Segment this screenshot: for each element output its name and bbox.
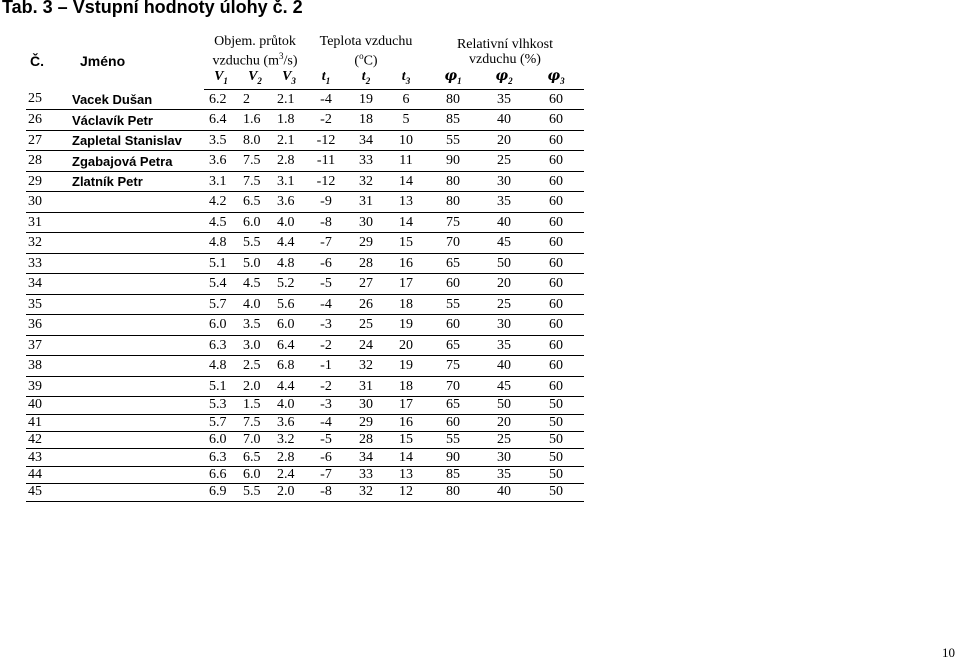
value-phi1: 70 [426,233,480,254]
page-number: 10 [942,645,955,660]
value-v1: 6.9 [204,484,238,501]
value-t3: 19 [386,356,426,377]
value-phi2: 20 [480,274,528,295]
value-v2: 5.5 [238,484,272,501]
value-v2: 6.0 [238,212,272,233]
value-t3: 14 [386,449,426,466]
value-phi3: 50 [528,484,584,501]
value-phi2: 25 [480,432,528,449]
row-number: 45 [26,484,68,501]
value-v2: 1.6 [238,110,272,131]
value-v2: 7.5 [238,171,272,192]
value-phi2: 35 [480,335,528,356]
value-t1: -3 [306,315,346,336]
value-v3: 4.0 [272,212,306,233]
value-phi2: 35 [480,89,528,110]
value-phi1: 70 [426,376,480,397]
row-number: 28 [26,151,68,172]
value-phi2: 35 [480,192,528,213]
value-phi3: 50 [528,414,584,431]
value-t2: 32 [346,171,386,192]
value-t3: 18 [386,294,426,315]
value-phi2: 35 [480,466,528,483]
value-v1: 6.0 [204,315,238,336]
value-phi1: 85 [426,466,480,483]
header-t3: $t_3$ [386,69,426,89]
value-t1: -3 [306,397,346,414]
student-name [68,253,204,274]
value-t3: 5 [386,110,426,131]
value-v3: 1.8 [272,110,306,131]
value-v2: 8.0 [238,130,272,151]
student-name: Zapletal Stanislav [68,130,204,151]
header-t2: $t_2$ [346,69,386,89]
value-phi1: 80 [426,484,480,501]
value-phi3: 50 [528,449,584,466]
value-phi3: 60 [528,376,584,397]
value-v1: 5.7 [204,294,238,315]
student-name: Vacek Dušan [68,89,204,110]
value-v3: 6.0 [272,315,306,336]
value-t2: 29 [346,233,386,254]
value-v3: 2.1 [272,89,306,110]
student-name [68,233,204,254]
value-t1: -8 [306,212,346,233]
value-v2: 7.5 [238,414,272,431]
row-number: 38 [26,356,68,377]
value-v2: 6.5 [238,449,272,466]
value-v3: 5.6 [272,294,306,315]
row-number: 29 [26,171,68,192]
row-number: 37 [26,335,68,356]
header-phi3: $\varphi_3$ [528,69,584,89]
value-phi2: 30 [480,315,528,336]
value-phi3: 60 [528,192,584,213]
value-v2: 6.5 [238,192,272,213]
value-t3: 16 [386,414,426,431]
value-phi1: 80 [426,89,480,110]
value-phi2: 50 [480,253,528,274]
table-row [26,89,584,110]
table-row [26,466,584,483]
value-t2: 26 [346,294,386,315]
value-phi2: 50 [480,397,528,414]
value-phi3: 50 [528,432,584,449]
value-phi1: 85 [426,110,480,131]
value-v1: 5.3 [204,397,238,414]
student-name [68,274,204,295]
value-t1: -5 [306,274,346,295]
value-t2: 31 [346,376,386,397]
row-number: 27 [26,130,68,151]
value-v1: 5.4 [204,274,238,295]
table-row [26,151,584,172]
student-name [68,484,204,501]
value-v2: 5.5 [238,233,272,254]
value-t1: -2 [306,376,346,397]
value-t3: 14 [386,171,426,192]
value-v3: 2.0 [272,484,306,501]
student-name: Zgabajová Petra [68,151,204,172]
value-phi1: 90 [426,151,480,172]
row-number: 36 [26,315,68,336]
value-t3: 19 [386,315,426,336]
value-phi1: 80 [426,171,480,192]
value-v3: 3.6 [272,192,306,213]
value-t2: 28 [346,432,386,449]
value-phi3: 50 [528,397,584,414]
value-t2: 18 [346,110,386,131]
table-row [26,414,584,431]
value-phi1: 55 [426,432,480,449]
value-phi1: 65 [426,253,480,274]
value-v1: 5.1 [204,253,238,274]
table-row [26,192,584,213]
row-number: 26 [26,110,68,131]
row-number: 25 [26,89,68,110]
value-phi2: 45 [480,233,528,254]
value-phi3: 60 [528,335,584,356]
value-v3: 2.4 [272,466,306,483]
student-name [68,449,204,466]
student-name [68,212,204,233]
value-t3: 12 [386,484,426,501]
header-phi2: $\varphi_2$ [480,69,528,89]
table-row [26,212,584,233]
row-number: 43 [26,449,68,466]
value-v1: 4.5 [204,212,238,233]
value-t3: 15 [386,233,426,254]
table-caption: Tab. 3 – Vstupní hodnoty úlohy č. 2 [2,0,303,17]
value-phi2: 30 [480,171,528,192]
value-v2: 3.5 [238,315,272,336]
value-phi3: 60 [528,110,584,131]
value-v1: 6.4 [204,110,238,131]
value-phi3: 60 [528,212,584,233]
value-v3: 3.1 [272,171,306,192]
value-v3: 4.0 [272,397,306,414]
value-v1: 6.3 [204,335,238,356]
value-t2: 28 [346,253,386,274]
row-number: 35 [26,294,68,315]
value-t3: 18 [386,376,426,397]
student-name [68,315,204,336]
value-t1: -8 [306,484,346,501]
value-phi1: 90 [426,449,480,466]
value-t3: 13 [386,192,426,213]
value-phi3: 60 [528,315,584,336]
value-v1: 5.1 [204,376,238,397]
value-t1: -1 [306,356,346,377]
value-phi3: 60 [528,151,584,172]
student-name [68,466,204,483]
row-number: 41 [26,414,68,431]
value-phi3: 60 [528,253,584,274]
table-row [26,397,584,414]
value-v3: 4.4 [272,233,306,254]
value-t1: -12 [306,130,346,151]
header-v2: $V_2$ [238,69,272,89]
value-t2: 27 [346,274,386,295]
value-phi3: 60 [528,233,584,254]
value-phi1: 75 [426,212,480,233]
header-row-groups [26,34,584,69]
value-v3: 6.8 [272,356,306,377]
student-name: Zlatník Petr [68,171,204,192]
value-t3: 14 [386,212,426,233]
value-v3: 2.1 [272,130,306,151]
value-t2: 32 [346,356,386,377]
value-v1: 5.7 [204,414,238,431]
table-row [26,110,584,131]
header-phi1: $\varphi_1$ [426,69,480,89]
row-number: 31 [26,212,68,233]
value-t2: 24 [346,335,386,356]
value-t3: 11 [386,151,426,172]
student-name [68,356,204,377]
value-t1: -5 [306,432,346,449]
student-name [68,397,204,414]
table-row [26,356,584,377]
header-flow: Objem. průtok vzduchu $(m^3/s)$ [212,34,298,69]
value-v3: 6.4 [272,335,306,356]
value-t2: 29 [346,414,386,431]
header-t1: $t_1$ [306,69,346,89]
value-v1: 6.0 [204,432,238,449]
value-phi1: 55 [426,294,480,315]
value-v1: 4.8 [204,356,238,377]
value-phi3: 60 [528,356,584,377]
row-number: 44 [26,466,68,483]
value-v1: 6.3 [204,449,238,466]
value-phi2: 40 [480,110,528,131]
table-row [26,274,584,295]
value-v2: 4.5 [238,274,272,295]
table-row [26,294,584,315]
value-t3: 6 [386,89,426,110]
value-t1: -4 [306,89,346,110]
table-row [26,253,584,274]
student-name [68,335,204,356]
value-phi1: 55 [426,130,480,151]
header-humidity: Relativní vlhkost vzduchu (%) [456,36,554,67]
value-v3: 2.8 [272,151,306,172]
value-phi1: 80 [426,192,480,213]
value-v3: 3.6 [272,414,306,431]
value-t3: 16 [386,253,426,274]
value-v2: 4.0 [238,294,272,315]
value-t2: 33 [346,466,386,483]
table-row [26,335,584,356]
value-t1: -2 [306,110,346,131]
row-number: 33 [26,253,68,274]
value-t2: 19 [346,89,386,110]
table-row [26,171,584,192]
value-phi3: 60 [528,171,584,192]
value-t1: -4 [306,294,346,315]
value-phi2: 25 [480,151,528,172]
student-name [68,376,204,397]
value-v2: 3.0 [238,335,272,356]
value-v3: 4.8 [272,253,306,274]
value-phi2: 25 [480,294,528,315]
value-v1: 3.6 [204,151,238,172]
value-t2: 25 [346,315,386,336]
value-t3: 13 [386,466,426,483]
value-v1: 4.2 [204,192,238,213]
value-t1: -11 [306,151,346,172]
value-phi2: 40 [480,212,528,233]
value-v3: 5.2 [272,274,306,295]
table-body [26,89,584,501]
value-v2: 2 [238,89,272,110]
input-values-table [26,34,584,502]
value-phi3: 60 [528,294,584,315]
value-t3: 20 [386,335,426,356]
value-t2: 34 [346,130,386,151]
value-phi2: 40 [480,356,528,377]
student-name [68,192,204,213]
value-phi2: 40 [480,484,528,501]
value-t3: 17 [386,274,426,295]
value-t2: 30 [346,397,386,414]
row-number: 40 [26,397,68,414]
row-number: 34 [26,274,68,295]
value-t3: 15 [386,432,426,449]
value-t1: -7 [306,233,346,254]
table-row [26,376,584,397]
value-t3: 10 [386,130,426,151]
header-v1: $V_1$ [204,69,238,89]
value-phi1: 65 [426,397,480,414]
value-t2: 33 [346,151,386,172]
student-name [68,432,204,449]
row-number: 39 [26,376,68,397]
value-v1: 6.6 [204,466,238,483]
value-v2: 7.5 [238,151,272,172]
value-phi3: 60 [528,130,584,151]
value-t1: -6 [306,449,346,466]
value-t1: -6 [306,253,346,274]
table-row [26,432,584,449]
value-v2: 2.5 [238,356,272,377]
value-v2: 2.0 [238,376,272,397]
value-v3: 3.2 [272,432,306,449]
value-v2: 6.0 [238,466,272,483]
value-t1: -12 [306,171,346,192]
value-v2: 5.0 [238,253,272,274]
value-v1: 4.8 [204,233,238,254]
value-phi2: 20 [480,130,528,151]
value-t3: 17 [386,397,426,414]
value-v2: 1.5 [238,397,272,414]
student-name [68,294,204,315]
row-number: 30 [26,192,68,213]
value-phi3: 50 [528,466,584,483]
row-number: 32 [26,233,68,254]
value-v1: 3.1 [204,171,238,192]
header-name: Jméno [80,53,126,70]
value-t1: -4 [306,414,346,431]
value-v1: 3.5 [204,130,238,151]
value-t2: 32 [346,484,386,501]
value-phi1: 60 [426,315,480,336]
value-phi1: 75 [426,356,480,377]
value-phi1: 60 [426,414,480,431]
value-t1: -2 [306,335,346,356]
value-t1: -7 [306,466,346,483]
header-temperature: Teplota vzduchu ($^o$C) [319,34,413,69]
value-v2: 7.0 [238,432,272,449]
value-phi1: 65 [426,335,480,356]
student-name [68,414,204,431]
value-v1: 6.2 [204,89,238,110]
value-v3: 2.8 [272,449,306,466]
value-t2: 30 [346,212,386,233]
table-row [26,315,584,336]
table-row [26,449,584,466]
value-v3: 4.4 [272,376,306,397]
table-row [26,484,584,501]
value-t2: 34 [346,449,386,466]
value-phi1: 60 [426,274,480,295]
header-number: Č. [30,53,44,70]
value-phi3: 60 [528,89,584,110]
value-phi2: 20 [480,414,528,431]
value-phi3: 60 [528,274,584,295]
value-t2: 31 [346,192,386,213]
value-t1: -9 [306,192,346,213]
table-row [26,233,584,254]
value-phi2: 30 [480,449,528,466]
student-name: Václavík Petr [68,110,204,131]
value-phi2: 45 [480,376,528,397]
table-row [26,130,584,151]
header-v3: $V_3$ [272,69,306,89]
row-number: 42 [26,432,68,449]
